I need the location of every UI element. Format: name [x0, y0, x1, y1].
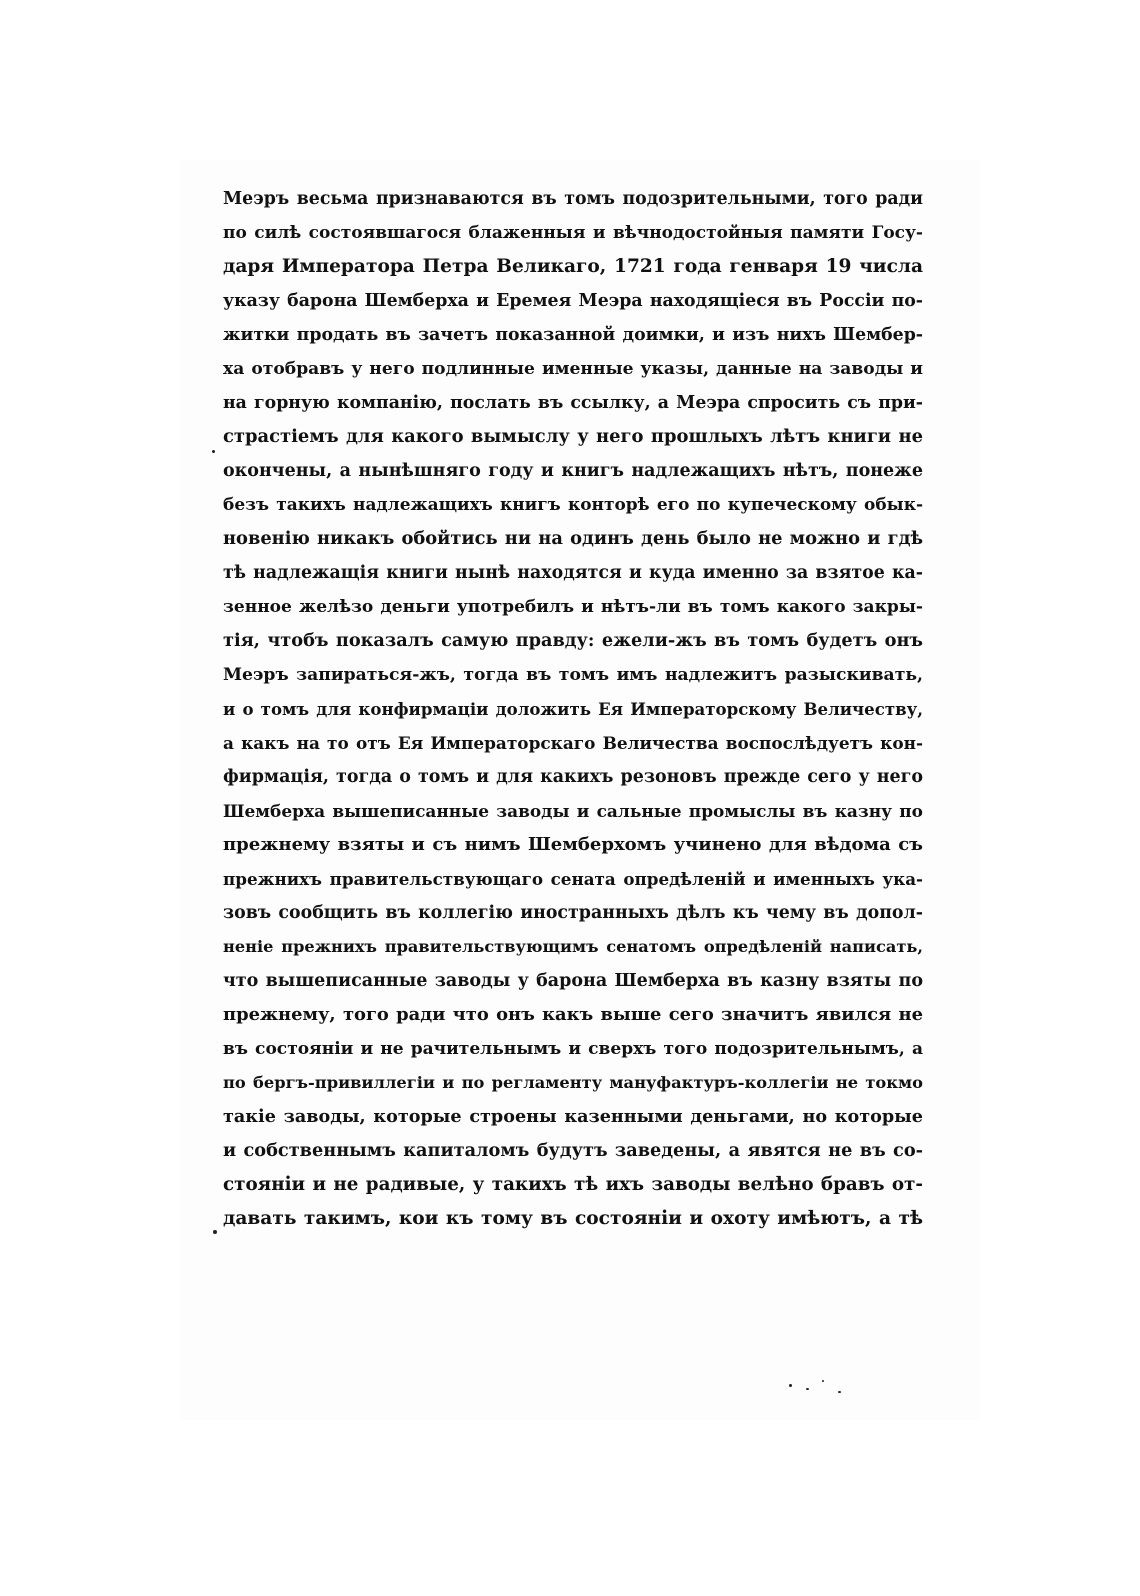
text-line: окончены, а нынѣшняго году и книгъ надлежащихъ нѣтъ, понеже [223, 461, 923, 481]
text-line: фирмація, тогда о томъ и для какихъ резоновъ прежде сего у него [223, 767, 923, 787]
text-line: новенію никакъ обойтись ни на одинъ день было не можно и гдѣ [223, 528, 923, 549]
text-line: въ состояніи и не рачительнымъ и сверхъ того подозрительнымъ, а [223, 1039, 923, 1059]
scan-speck [212, 450, 215, 453]
text-line: такіе заводы, которые строены казенными деньгами, но которые [223, 1106, 923, 1127]
text-line: что вышеписанные заводы у барона Шемберха въ казну взяты по [223, 971, 923, 991]
text-line: а какъ на то отъ Ея Императорскаго Величества воспослѣдуетъ кон- [223, 733, 923, 753]
text-line: стояніи и не радивые, у такихъ тѣ ихъ заводы велѣно бравъ от- [223, 1174, 923, 1195]
body-text [223, 182, 923, 1236]
text-line: и о томъ для конфирмаціи доложить Ея Императорскому Величеству, [223, 699, 923, 719]
text-line: прежнихъ правительствующаго сената опредѣленій и именныхъ ука- [223, 869, 923, 889]
text-line: по силѣ состоявшагося блаженныя и вѣчнодостойныя памяти Госу- [223, 223, 923, 243]
text-line: ха отобравъ у него подлинные именные указы, данные на заводы и [223, 359, 923, 379]
text-line: страстіемъ для какого вымыслу у него прошлыхъ лѣтъ книги не [223, 426, 923, 447]
text-line: и собственнымъ капиталомъ будутъ заведены, а явятся не въ со- [223, 1140, 923, 1161]
scan-speck [838, 1391, 841, 1393]
text-line: безъ такихъ надлежащихъ книгъ конторѣ его по купеческому обык- [223, 495, 923, 515]
scan-speck [213, 1230, 217, 1234]
text-line: Шемберха вышеписанные заводы и сальные промыслы въ казну по [223, 801, 923, 821]
text-line: зовъ сообщить въ коллегію иностранныхъ дѣлъ къ чему въ допол- [223, 903, 923, 923]
text-line: давать такимъ, кои къ тому въ состояніи и охоту имѣютъ, а тѣ [223, 1208, 923, 1229]
text-line: даря Императора Петра Великаго, 1721 года генваря 19 числа [223, 256, 923, 277]
text-line: зенное желѣзо деньги употребилъ и нѣтъ-ли въ томъ какого закры- [223, 597, 923, 617]
text-line: тія, чтобъ показалъ самую правду: ежели-жъ въ томъ будетъ онъ [223, 630, 923, 651]
text-line: Меэръ запираться-жъ, тогда въ томъ имъ надлежитъ разыскивать, [223, 665, 923, 685]
text-line: указу барона Шемберха и Еремея Меэра находящіеся въ Россіи по- [223, 291, 923, 311]
text-line: на горную компанію, послать въ ссылку, а Меэра спросить съ при- [223, 393, 923, 413]
text-line: Меэръ весьма признаваются въ томъ подозрительными, того ради [223, 189, 923, 209]
text-line: тѣ надлежащія книги нынѣ находятся и куда именно за взятое ка- [223, 563, 923, 583]
scan-speck [806, 1388, 809, 1390]
scan-speck [822, 1380, 824, 1382]
text-line: прежнему, того ради что онъ какъ выше сего значитъ явился не [223, 1004, 923, 1025]
text-line: по бергъ-привиллегіи и по регламенту мануфактуръ-коллегіи не токмо [223, 1073, 923, 1092]
scan-speck [789, 1384, 792, 1387]
text-line: прежнему взяты и съ нимъ Шемберхомъ учинено для вѣдома съ [223, 834, 923, 855]
text-line: житки продать въ зачетъ показанной доимки, и изъ нихъ Шембер- [223, 325, 923, 345]
text-line: неніе прежнихъ правительствующимъ сенатомъ опредѣленій написать, [223, 937, 923, 956]
